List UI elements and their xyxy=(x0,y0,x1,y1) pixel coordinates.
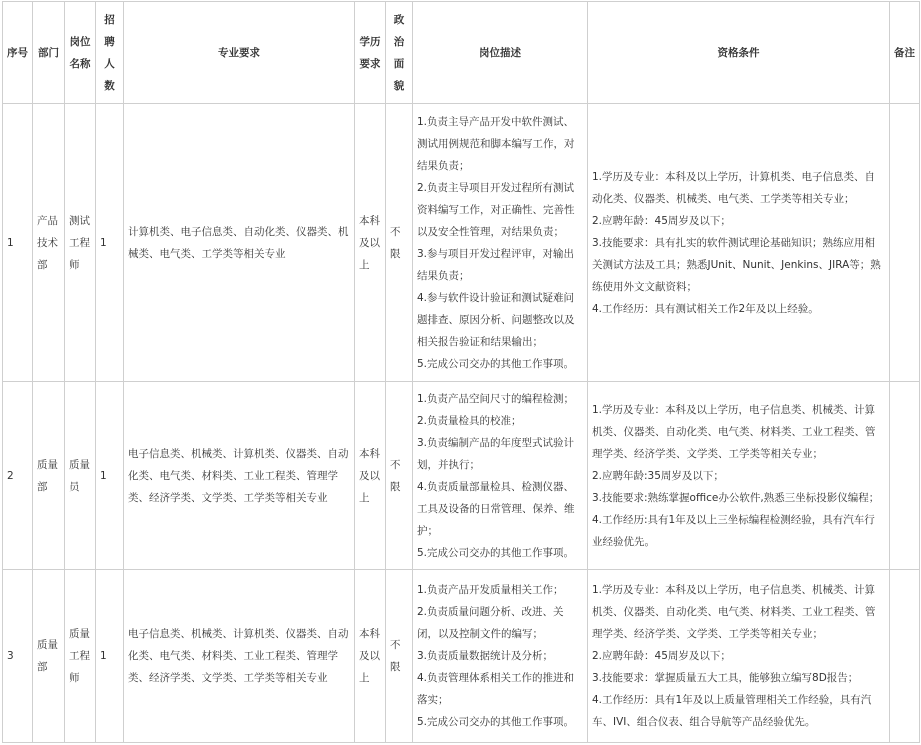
cell-seq: 1 xyxy=(3,104,33,382)
qualification-line: 4.工作经历：具有测试相关工作2年及以上经验。 xyxy=(592,302,819,315)
description-line: 3.负责编制产品的年度型式试验计划，并执行； xyxy=(417,436,575,471)
description-line: 3.负责质量数据统计及分析； xyxy=(417,650,554,662)
cell-major: 电子信息类、机械类、计算机类、仪器类、自动化类、电气类、材料类、工业工程类、管理学类、经济学类、文学类、工学类等相关专业 xyxy=(124,382,355,570)
cell-seq: 3 xyxy=(3,570,33,743)
qualification-line: 2.应聘年龄：45周岁及以下； xyxy=(592,214,731,227)
qualification-line: 1.学历及专业：本科及以上学历，电子信息类、机械类、计算机类、仪器类、自动化类、电气类、材料类、工业工程类、管理学类、经济学类、文学类、工学类等相关专业； xyxy=(592,403,876,460)
qualification-line: 3.技能要求:熟练掌握office办公软件,熟悉三坐标投影仪编程； xyxy=(592,491,880,504)
description-line: 4.负责质量部量检具、检测仪器、工具及设备的日常管理、保养、维护； xyxy=(417,480,575,537)
cell-dept: 质量部 xyxy=(33,570,65,743)
description-line: 1.负责主导产品开发中软件测试、测试用例规范和脚本编写工作，对结果负责； xyxy=(417,115,575,172)
header-headcount: 招聘人数 xyxy=(96,2,124,104)
header-qualification: 资格条件 xyxy=(588,2,890,104)
cell-political: 不限 xyxy=(386,570,413,743)
cell-qualification xyxy=(588,104,890,382)
header-major: 专业要求 xyxy=(124,2,355,104)
header-seq: 序号 xyxy=(3,2,33,104)
qualification-line: 4.工作经历：具有1年及以上质量管理相关工作经验，具有汽车、IVI、组合仪表、组合导航等产品经验优先。 xyxy=(592,694,872,728)
cell-headcount: 1 xyxy=(96,104,124,382)
description-line: 1.负责产品空间尺寸的编程检测； xyxy=(417,392,575,405)
qualification-line: 4.工作经历:具有1年及以上三坐标编程检测经验，具有汽车行业经验优先。 xyxy=(592,513,875,548)
cell-position: 质量工程师 xyxy=(65,570,96,743)
header-row xyxy=(3,2,920,104)
description-line: 2.负责主导项目开发过程所有测试资料编写工作，对正确性、完善性以及安全性管理，对结果负责； xyxy=(417,181,575,238)
description-line: 5.完成公司交办的其他工作事项。 xyxy=(417,716,575,728)
cell-dept: 质量部 xyxy=(33,382,65,570)
description-line: 2.负责量检具的校准； xyxy=(417,414,522,427)
header-dept: 部门 xyxy=(33,2,65,104)
header-description: 岗位描述 xyxy=(413,2,588,104)
description-line: 1.负责产品开发质量相关工作； xyxy=(417,584,564,596)
table-row xyxy=(3,570,920,743)
cell-remark xyxy=(890,382,920,570)
cell-headcount: 1 xyxy=(96,382,124,570)
cell-remark xyxy=(890,570,920,743)
table-row xyxy=(3,104,920,382)
qualification-line: 2.应聘年龄：45周岁及以下； xyxy=(592,650,731,662)
qualification-line: 3.技能要求：掌握质量五大工具，能够独立编写8D报告； xyxy=(592,672,859,684)
cell-dept: 产品技术部 xyxy=(33,104,65,382)
table-row xyxy=(3,382,920,570)
description-line: 5.完成公司交办的其他工作事项。 xyxy=(417,546,575,559)
qualification-line: 1.学历及专业：本科及以上学历，电子信息类、机械类、计算机类、仪器类、自动化类、电气类、材料类、工业工程类、管理学类、经济学类、文学类、工学类等相关专业； xyxy=(592,584,876,640)
recruitment-table xyxy=(2,1,920,743)
cell-headcount: 1 xyxy=(96,570,124,743)
cell-description xyxy=(413,104,588,382)
cell-major: 电子信息类、机械类、计算机类、仪器类、自动化类、电气类、材料类、工业工程类、管理学类、经济学类、文学类、工学类等相关专业 xyxy=(124,570,355,743)
description-line: 5.完成公司交办的其他工作事项。 xyxy=(417,357,575,370)
cell-qualification xyxy=(588,382,890,570)
qualification-line: 1.学历及专业：本科及以上学历，计算机类、电子信息类、自动化类、仪器类、机械类、电气类、工学类等相关专业； xyxy=(592,170,876,205)
qualification-line: 2.应聘年龄:35周岁及以下； xyxy=(592,469,724,482)
qualification-line: 3.技能要求：具有扎实的软件测试理论基础知识；熟练应用相关测试方法及工具；熟悉JUnit、Nunit、Jenkins、JIRA等；熟练使用外文文献资料； xyxy=(592,236,881,293)
description-line: 2.负责质量问题分析、改进、关闭，以及控制文件的编写； xyxy=(417,606,564,640)
cell-position: 质量员 xyxy=(65,382,96,570)
header-position: 岗位名称 xyxy=(65,2,96,104)
cell-education: 本科及以上 xyxy=(355,570,386,743)
cell-seq: 2 xyxy=(3,382,33,570)
cell-description xyxy=(413,570,588,743)
cell-education: 本科及以上 xyxy=(355,104,386,382)
cell-position: 测试工程师 xyxy=(65,104,96,382)
header-political: 政治面貌 xyxy=(386,2,413,104)
header-education: 学历要求 xyxy=(355,2,386,104)
cell-qualification xyxy=(588,570,890,743)
cell-description xyxy=(413,382,588,570)
description-line: 3.参与项目开发过程评审，对输出结果负责； xyxy=(417,247,575,282)
cell-political: 不限 xyxy=(386,382,413,570)
cell-political: 不限 xyxy=(386,104,413,382)
cell-education: 本科及以上 xyxy=(355,382,386,570)
description-line: 4.参与软件设计验证和测试疑难问题排查、原因分析、问题整改以及相关报告验证和结果输出； xyxy=(417,291,575,348)
header-remark: 备注 xyxy=(890,2,920,104)
cell-remark xyxy=(890,104,920,382)
description-line: 4.负责管理体系相关工作的推进和落实； xyxy=(417,672,575,706)
cell-major: 计算机类、电子信息类、自动化类、仪器类、机械类、电气类、工学类等相关专业 xyxy=(124,104,355,382)
